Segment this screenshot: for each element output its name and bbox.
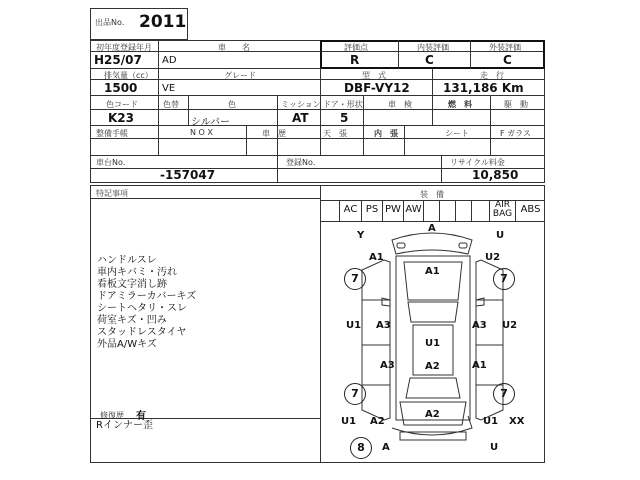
damage-mark: A2 bbox=[425, 361, 440, 372]
headliner-label: 天 張 bbox=[323, 129, 347, 138]
damage-mark: U bbox=[496, 230, 505, 241]
inspection-label: 車 検 bbox=[388, 100, 412, 109]
chassis-label: 車台No． bbox=[96, 158, 131, 167]
damage-mark: Y bbox=[357, 230, 365, 241]
car-name-value: AD bbox=[162, 55, 177, 66]
equipment-item: ABS bbox=[520, 204, 541, 215]
note-item: 荷室キズ・凹み bbox=[97, 315, 167, 326]
model-label: 型 式 bbox=[362, 71, 386, 80]
damage-mark: U2 bbox=[485, 252, 501, 263]
damage-mark: A2 bbox=[370, 416, 385, 427]
registration-label: 登録No． bbox=[286, 158, 321, 167]
damage-mark: U1 bbox=[483, 416, 499, 427]
lot-number-box bbox=[90, 8, 188, 40]
damage-mark: A1 bbox=[472, 360, 487, 371]
drive-label: 駆 動 bbox=[504, 100, 528, 109]
damage-mark: A2 bbox=[425, 409, 440, 420]
repair-history-value: 有 bbox=[136, 411, 146, 422]
damage-mark: A bbox=[382, 442, 390, 453]
tire-rear-right: 7 bbox=[493, 383, 515, 405]
color-value: シルバー bbox=[191, 117, 231, 128]
mission-value: AT bbox=[292, 111, 309, 125]
color-code-label: 色コード bbox=[106, 100, 138, 109]
first-reg-value: H25/07 bbox=[94, 53, 142, 67]
fuel-label: 燃 料 bbox=[448, 100, 472, 109]
note-item: シートヘタリ・スレ bbox=[97, 303, 187, 314]
service-book-label: 整備手帳 bbox=[96, 129, 128, 138]
seat-label: シート bbox=[445, 129, 469, 138]
recycle-fee-value: 10,850 bbox=[472, 168, 519, 182]
score-label: 評価点 bbox=[344, 43, 368, 52]
equipment-item bbox=[456, 200, 472, 221]
note-item: ハンドルスレ bbox=[97, 255, 157, 266]
repair-detail: Rインナー歪 bbox=[96, 420, 153, 431]
exterior-grade-label: 外装評価 bbox=[489, 43, 521, 52]
equipment-item bbox=[440, 200, 456, 221]
tire-front-left: 7 bbox=[344, 268, 366, 290]
chassis-value: -157047 bbox=[160, 168, 216, 182]
note-item: 看板文字消し跡 bbox=[97, 279, 167, 290]
recycle-fee-label: リサイクル料金 bbox=[450, 158, 505, 167]
notes-label: 特記事項 bbox=[96, 189, 128, 198]
damage-mark: U bbox=[490, 442, 499, 453]
exterior-grade-value: C bbox=[503, 53, 512, 67]
equipment-item: AC bbox=[340, 200, 362, 221]
equipment-item bbox=[424, 200, 440, 221]
grade-label: グレード bbox=[224, 71, 256, 80]
note-item: 外品A/Wキズ bbox=[97, 339, 157, 350]
note-item: 車内キバミ・汚れ bbox=[97, 267, 177, 278]
damage-mark: A1 bbox=[369, 252, 384, 263]
first-reg-label: 初年度登録年月 bbox=[96, 43, 152, 52]
color-label: 色 bbox=[228, 100, 236, 109]
mileage-value: 131,186 Km bbox=[443, 81, 524, 95]
tire-spare: 8 bbox=[350, 437, 372, 459]
equipment-item bbox=[320, 200, 340, 221]
lot-number-label: 出品No． bbox=[95, 18, 130, 27]
doors-label: ドア・形状 bbox=[323, 100, 363, 109]
note-item: ドアミラーカバーキズ bbox=[97, 291, 197, 302]
displacement-label: 排気量（cc） bbox=[104, 71, 153, 80]
interior-grade-value: C bbox=[425, 53, 434, 67]
damage-mark: A bbox=[428, 223, 436, 234]
damage-mark: U1 bbox=[341, 416, 357, 427]
tire-front-right: 7 bbox=[493, 268, 515, 290]
grade-value: VE bbox=[162, 83, 176, 94]
equipment-item: PW bbox=[383, 200, 404, 221]
lot-number: 2011 bbox=[139, 12, 187, 32]
front-glass-label: F ガラス bbox=[500, 129, 531, 138]
damage-mark: A3 bbox=[472, 320, 487, 331]
color-code-value: K23 bbox=[108, 111, 134, 125]
equipment-label: 装 備 bbox=[420, 190, 444, 199]
score-value: R bbox=[350, 53, 360, 67]
nox-label: N O X bbox=[190, 128, 213, 137]
history-label: 車 歴 bbox=[262, 129, 286, 138]
tire-rear-left: 7 bbox=[344, 383, 366, 405]
damage-mark: U1 bbox=[425, 338, 441, 349]
equipment-item: PS bbox=[362, 200, 383, 221]
color-change-label: 色替 bbox=[163, 100, 179, 109]
mission-label: ミッション bbox=[281, 100, 321, 109]
damage-mark: U1 bbox=[346, 320, 362, 331]
model-value: DBF-VY12 bbox=[344, 81, 410, 95]
displacement-value: 1500 bbox=[104, 81, 138, 95]
equipment-item: AW bbox=[404, 200, 424, 221]
mileage-label: 走 行 bbox=[480, 71, 504, 80]
note-item: スタッドレスタイヤ bbox=[97, 327, 187, 338]
damage-mark: A3 bbox=[380, 360, 395, 371]
car-name-label: 車 名 bbox=[218, 43, 250, 52]
equipment-item: AIR BAG bbox=[490, 200, 516, 221]
damage-mark: U2 bbox=[502, 320, 518, 331]
interior-grade-label: 内装評価 bbox=[417, 43, 449, 52]
interior-trim-label: 内 張 bbox=[374, 129, 398, 138]
damage-mark: A3 bbox=[376, 320, 391, 331]
repair-history-label: 修復歴 bbox=[100, 411, 124, 420]
damage-mark: XX bbox=[509, 416, 525, 427]
doors-value: 5 bbox=[340, 111, 349, 125]
damage-mark: A1 bbox=[425, 266, 440, 277]
equipment-item bbox=[472, 200, 490, 221]
